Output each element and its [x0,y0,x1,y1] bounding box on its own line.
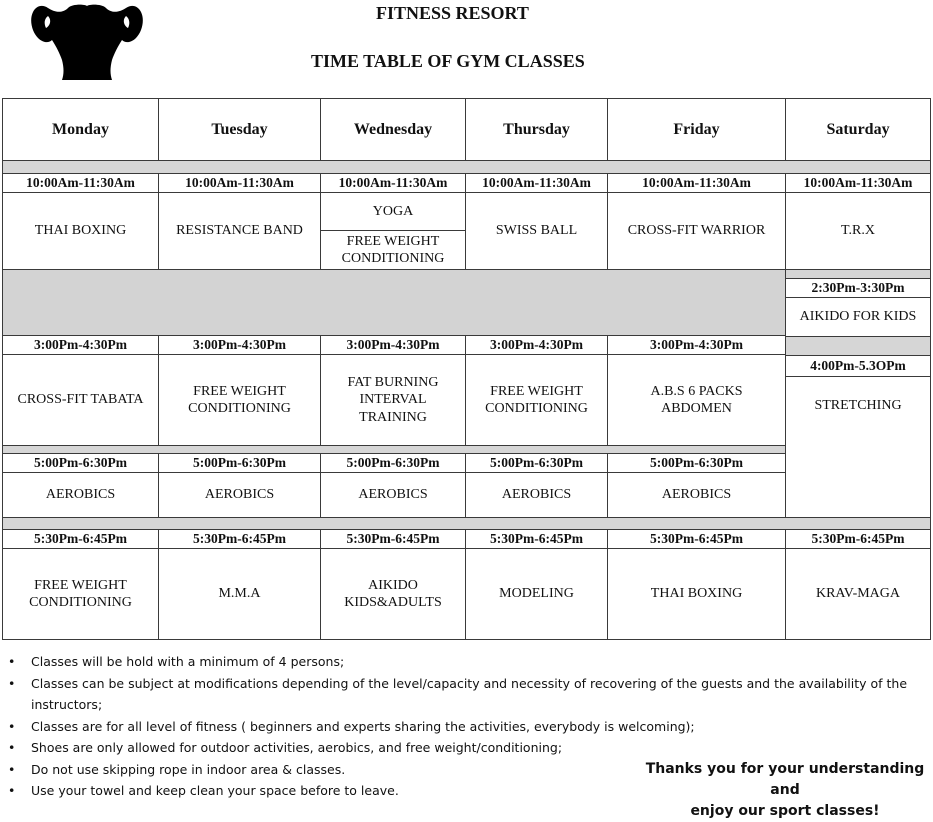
class-saturday-afternoon: STRETCHING [785,376,931,518]
time-wednesday-late: 5:30Pm-6:45Pm [320,529,466,549]
class-wednesday-afternoon: FAT BURNING INTERVAL TRAINING [320,354,466,446]
time-saturday-late: 5:30Pm-6:45Pm [785,529,931,549]
day-header-wednesday: Wednesday [320,98,466,161]
day-header-thursday: Thursday [465,98,608,161]
rule-item: • Classes are for all level of fitness ( beginners and experts sharing the activities, everybody is welcoming); [8,716,908,738]
bullet-icon: • [8,740,16,755]
time-wednesday-afternoon: 3:00Pm-4:30Pm [320,335,466,355]
class-thursday-late: MODELING [465,548,608,640]
bullet-icon: • [8,783,16,798]
time-tuesday-afternoon: 3:00Pm-4:30Pm [158,335,321,355]
closing-line-1: Thanks you for your understanding and [645,761,925,798]
class-monday-late: FREE WEIGHT CONDITIONING [2,548,159,640]
time-thursday-morning: 10:00Am-11:30Am [465,173,608,193]
bullet-icon: • [8,675,16,691]
time-monday-evening: 5:00Pm-6:30Pm [2,453,159,473]
rule-item: • Do not use skipping rope in indoor area & classes. [8,759,908,781]
class-monday-morning: THAI BOXING [2,192,159,270]
class-tuesday-evening: AEROBICS [158,472,321,518]
time-saturday-morning: 10:00Am-11:30Am [785,173,931,193]
class-friday-evening: AEROBICS [607,472,786,518]
time-thursday-evening: 5:00Pm-6:30Pm [465,453,608,473]
timetable-title: TIME TABLE OF GYM CLASSES [311,51,585,71]
time-monday-morning: 10:00Am-11:30Am [2,173,159,193]
time-monday-afternoon: 3:00Pm-4:30Pm [2,335,159,355]
class-thursday-evening: AEROBICS [465,472,608,518]
time-friday-late: 5:30Pm-6:45Pm [607,529,786,549]
bullet-icon: • [8,654,16,669]
time-friday-afternoon: 3:00Pm-4:30Pm [607,335,786,355]
day-header-tuesday: Tuesday [158,98,321,161]
class-saturday-midday: AIKIDO FOR KIDS [785,297,931,337]
class-friday-late: THAI BOXING [607,548,786,640]
bullet-icon: • [8,718,16,734]
class-monday-evening: AEROBICS [2,472,159,518]
break-block [2,269,786,336]
closing-message [640,759,930,822]
closing-line-2: enjoy our sport classes! [690,803,880,819]
resort-name: FITNESS RESORT [376,3,529,23]
time-tuesday-late: 5:30Pm-6:45Pm [158,529,321,549]
time-tuesday-morning: 10:00Am-11:30Am [158,173,321,193]
class-thursday-afternoon: FREE WEIGHT CONDITIONING [465,354,608,446]
separator-band [2,160,931,174]
bullet-icon: • [8,761,16,777]
saturday-band-top [785,269,931,279]
rule-item: • Shoes are only allowed for outdoor activities, aerobics, and free weight/conditioning; [8,737,908,759]
rule-item: • Use your towel and keep clean your space before to leave. [8,780,908,802]
time-thursday-late: 5:30Pm-6:45Pm [465,529,608,549]
class-tuesday-morning: RESISTANCE BAND [158,192,321,270]
day-header-saturday: Saturday [785,98,931,161]
class-saturday-late: KRAV-MAGA [785,548,931,640]
class-tuesday-late: M.M.A [158,548,321,640]
day-header-monday: Monday [2,98,159,161]
class-thursday-morning: SWISS BALL [465,192,608,270]
rule-item: • Classes will be hold with a minimum of 4 persons; [8,651,908,673]
time-saturday-midday: 2:30Pm-3:30Pm [785,278,931,298]
class-saturday-morning: T.R.X [785,192,931,270]
class-tuesday-afternoon: FREE WEIGHT CONDITIONING [158,354,321,446]
time-friday-morning: 10:00Am-11:30Am [607,173,786,193]
time-thursday-afternoon: 3:00Pm-4:30Pm [465,335,608,355]
class-monday-afternoon: CROSS-FIT TABATA [2,354,159,446]
class-wednesday-morning-1: YOGA [320,192,466,231]
class-friday-morning: CROSS-FIT WARRIOR [607,192,786,270]
class-friday-afternoon: A.B.S 6 PACKS ABDOMEN [607,354,786,446]
class-wednesday-evening: AEROBICS [320,472,466,518]
time-wednesday-morning: 10:00Am-11:30Am [320,173,466,193]
time-friday-evening: 5:00Pm-6:30Pm [607,453,786,473]
time-saturday-afternoon: 4:00Pm-5.3OPm [785,355,931,377]
class-wednesday-late: AIKIDO KIDS&ADULTS [320,548,466,640]
day-header-friday: Friday [607,98,786,161]
saturday-band-mid [785,336,931,356]
class-wednesday-morning-2: FREE WEIGHT CONDITIONING [320,230,466,270]
time-tuesday-evening: 5:00Pm-6:30Pm [158,453,321,473]
time-monday-late: 5:30Pm-6:45Pm [2,529,159,549]
rule-item: • Classes can be subject at modifications depending of the level/capacity and necessity of recovering of the guests and the availability of the instructors; [8,673,908,716]
time-wednesday-evening: 5:00Pm-6:30Pm [320,453,466,473]
